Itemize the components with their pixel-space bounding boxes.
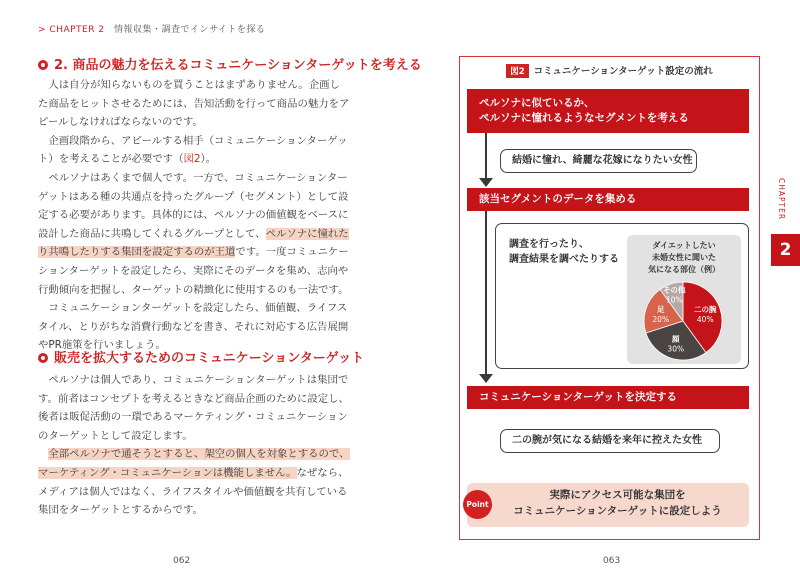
- running-header: [38, 22, 265, 35]
- paragraph: ペルソナは個人であり、コミュニケーションターゲットは集団です。前者はコンセプトを考えるときなど商品企画のために設定し、後者は販促活動の一環であるマーケティング・コミュニケーションのターゲットとして設定します。: [38, 374, 349, 442]
- point-line-1: 実際にアクセス可能な集団を: [549, 489, 686, 501]
- highlighted-text: ペルソナに憧れたり共鳴したりする集団を設定するのが王道: [38, 227, 349, 259]
- pie-chart: [633, 280, 733, 362]
- figure-title-text: コミュニケーションターゲット設定の流れ: [533, 66, 713, 77]
- paragraph: [38, 132, 350, 169]
- bullet-ring-icon: [38, 60, 48, 70]
- research-text: [509, 237, 619, 267]
- pie-category-label: 足: [656, 304, 665, 314]
- section-2-heading: [38, 347, 364, 366]
- pie-value-label: 40%: [696, 314, 714, 324]
- section-1-title: 2. 商品の魅力を伝えるコミュニケーションターゲットを考える: [54, 58, 422, 73]
- section-1-heading: [38, 54, 422, 73]
- research-line-1: 調査を行ったり、: [509, 239, 589, 250]
- chart-title-line-2: 未婚女性に聞いた: [652, 253, 716, 262]
- research-line-2: 調査結果を調べたりする: [509, 254, 619, 265]
- text: です。一度コミュニケーションターゲットを設定したら、実際にそのデータを集め、志向や行動傾向を把握し、ターゲットの精緻化に使用するのも一法です。: [38, 246, 349, 296]
- section-2-body: [38, 371, 350, 520]
- text: なぜなら、メディアは個人ではなく、ライフスタイルや価値観を共有している集団をターゲットとするからです。: [38, 466, 349, 517]
- flow-arrow-icon: [479, 178, 493, 187]
- header-arrow: >: [38, 25, 47, 35]
- step-1-bar: [467, 89, 749, 133]
- example-bubble-1: 結婚に憧れ、綺麗な花嫁になりたい女性: [500, 149, 697, 173]
- pie-category-label: 顔: [672, 334, 680, 344]
- step-1-line-2: ペルソナに憧れるようなセグメントを考える: [479, 112, 689, 124]
- paragraph: コミュニケーションターゲットを設定したら、価値観、ライフスタイル、とりがちな消費行動などを書き、それに対応する広告展開やPR施策を行いましょう。: [38, 302, 349, 352]
- example-bubble-2: 二の腕が気になる結婚を来年に控えた女性: [500, 429, 720, 453]
- figure-title: [459, 63, 760, 78]
- flow-arrow-icon: [479, 374, 493, 383]
- paragraph: [38, 445, 350, 519]
- text: 企画段階から、アピールする相手（コミュニケーションターゲット）を考えることが必要です（: [38, 134, 348, 166]
- highlighted-text: 全部ペルソナで通そうとすると、架空の個人を対象とするので、マーケティング・コミュニケーションは機能しません。: [38, 448, 350, 479]
- header-chapter: CHAPTER 2: [49, 25, 105, 35]
- figure-badge: 図2: [506, 64, 528, 78]
- step-1-line-1: ペルソナに似ているか、: [479, 97, 595, 109]
- step-3-bar: コミュニケーションターゲットを決定する: [467, 386, 749, 409]
- section-1-body: [38, 76, 350, 355]
- pie-category-label: その他: [663, 285, 686, 295]
- section-2-title: 販売を拡大するためのコミュニケーションターゲット: [54, 351, 365, 366]
- pie-value-label: 20%: [652, 314, 670, 324]
- pie-category-label: 二の腕: [694, 304, 717, 314]
- side-chapter-tab: 2: [771, 234, 800, 266]
- page-number-right: 063: [603, 556, 621, 566]
- pie-value-label: 30%: [667, 344, 685, 354]
- figure-reference: 図2: [183, 153, 201, 166]
- paragraph: 人は自分が知らないものを買うことはまずありません。企画した商品をヒットさせるためには、告知活動を行って商品の魅力をアピールしなければならないのです。: [38, 79, 350, 129]
- flow-line: [485, 210, 487, 376]
- chart-title: [627, 240, 741, 276]
- chart-title-line-3: 気になる部位（例）: [648, 265, 720, 274]
- text: ペルソナはあくまで個人です。一方で、コミュニケーションターゲットはある種の共通点を持ったグループ（セグメント）として設定する必要があります。具体的には、ペルソナの価値観をベースに設計した商品に共鳴してくれるグループとして、: [38, 171, 349, 240]
- paragraph: [38, 169, 350, 299]
- page-number-left: 062: [173, 556, 191, 566]
- step-2-bar: 該当セグメントのデータを集める: [467, 188, 749, 211]
- side-chapter-label: CHAPTER: [777, 178, 786, 221]
- pie-value-label: 10%: [665, 295, 683, 305]
- bullet-ring-icon: [38, 353, 48, 363]
- header-title: 情報収集・調査でインサイトを探る: [113, 25, 266, 35]
- point-badge: Point: [463, 490, 492, 519]
- point-text: [500, 488, 735, 519]
- flow-line: [485, 132, 487, 180]
- chart-title-line-1: ダイエットしたい: [652, 241, 716, 250]
- text: ）。: [200, 153, 217, 166]
- point-line-2: コミュニケーションターゲットに設定しよう: [513, 504, 722, 517]
